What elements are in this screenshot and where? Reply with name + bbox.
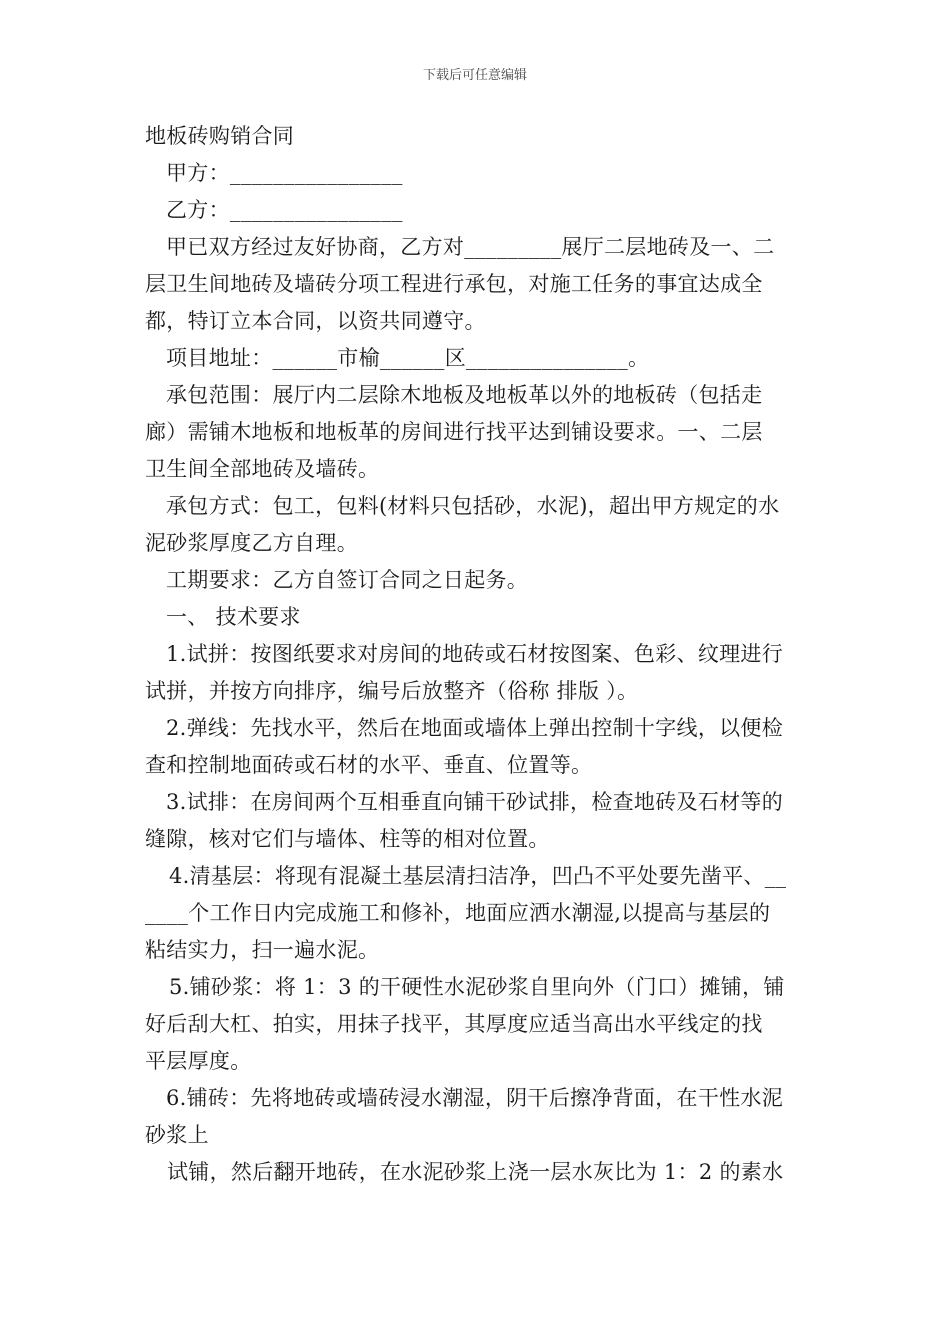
paragraph-line: ____个工作日内完成施工和修补，地面应洒水潮湿,以提高与基层的	[145, 901, 771, 925]
paragraph-line: 1.试拼：按图纸要求对房间的地砖或石材按图案、色彩、纹理进行	[166, 642, 784, 666]
paragraph-line: 试拼，并按方向排序，编号后放整齐（俗称 排版 ）。	[145, 679, 639, 703]
paragraph-line: 层卫生间地砖及墙砖分项工程进行承包，对施工任务的事宜达成全	[145, 272, 763, 296]
paragraph-line: 甲已双方经过友好协商，乙方对_________展厅二层地砖及一、二	[166, 235, 775, 259]
paragraph-line: 3.试排：在房间两个互相垂直向铺干砂试排，检查地砖及石材等的	[166, 790, 784, 814]
document-body	[145, 118, 813, 1191]
paragraph-line: 缝隙，核对它们与墙体、柱等的相对位置。	[145, 827, 550, 851]
paragraph-line: 粘结实力，扫一遍水泥。	[145, 938, 380, 962]
section-heading: 一、 技术要求	[166, 605, 301, 629]
paragraph-line: 泥砂浆厚度乙方自理。	[145, 531, 358, 555]
paragraph-line: 2.弹线：先找水平，然后在地面或墙体上弹出控制十字线，以便检	[166, 716, 784, 740]
project-address-line: 项目地址：______市榆______区_______________。	[166, 346, 650, 370]
paragraph-line: 砂浆上	[145, 1123, 209, 1147]
paragraph-line: 廊）需铺木地板和地板革的房间进行找平达到铺设要求。一、二层	[145, 420, 763, 444]
page-header-note: 下载后可任意编辑	[422, 68, 527, 83]
paragraph-line: 试铺，然后翻开地砖，在水泥砂浆上浇一层水灰比为 1：2 的素水	[167, 1160, 784, 1184]
paragraph-line: 查和控制地面砖或石材的水平、垂直、位置等。	[145, 753, 593, 777]
paragraph-line: 好后刮大杠、拍实，用抹子找平，其厚度应适当高出水平线定的找	[145, 1012, 763, 1036]
paragraph-line: 平层厚度。	[145, 1049, 252, 1073]
paragraph-line: 5.铺砂浆：将 1：3 的干硬性水泥砂浆自里向外（门口）摊铺，铺	[169, 975, 785, 999]
party-b-line: 乙方：________________	[166, 198, 403, 222]
party-a-line: 甲方：________________	[166, 161, 403, 185]
paragraph-line: 卫生间全部地砖及墙砖。	[145, 457, 380, 481]
paragraph-line: 4.清基层：将现有混凝土基层清扫洁净，凹凸不平处要先凿平、__	[169, 864, 787, 888]
paragraph-line: 承包范围：展厅内二层除木地板及地板革以外的地板砖（包括走	[166, 383, 763, 407]
paragraph-line: 工期要求：乙方自签订合同之日起务。	[166, 568, 529, 592]
paragraph-line: 都，特订立本合同，以资共同遵守。	[145, 309, 486, 333]
paragraph-line: 承包方式：包工，包料(材料只包括砂，水泥)，超出甲方规定的水	[166, 494, 780, 518]
document-title: 地板砖购销合同	[145, 124, 295, 148]
paragraph-line: 6.铺砖：先将地砖或墙砖浸水潮湿，阴干后擦净背面，在干性水泥	[166, 1086, 784, 1110]
